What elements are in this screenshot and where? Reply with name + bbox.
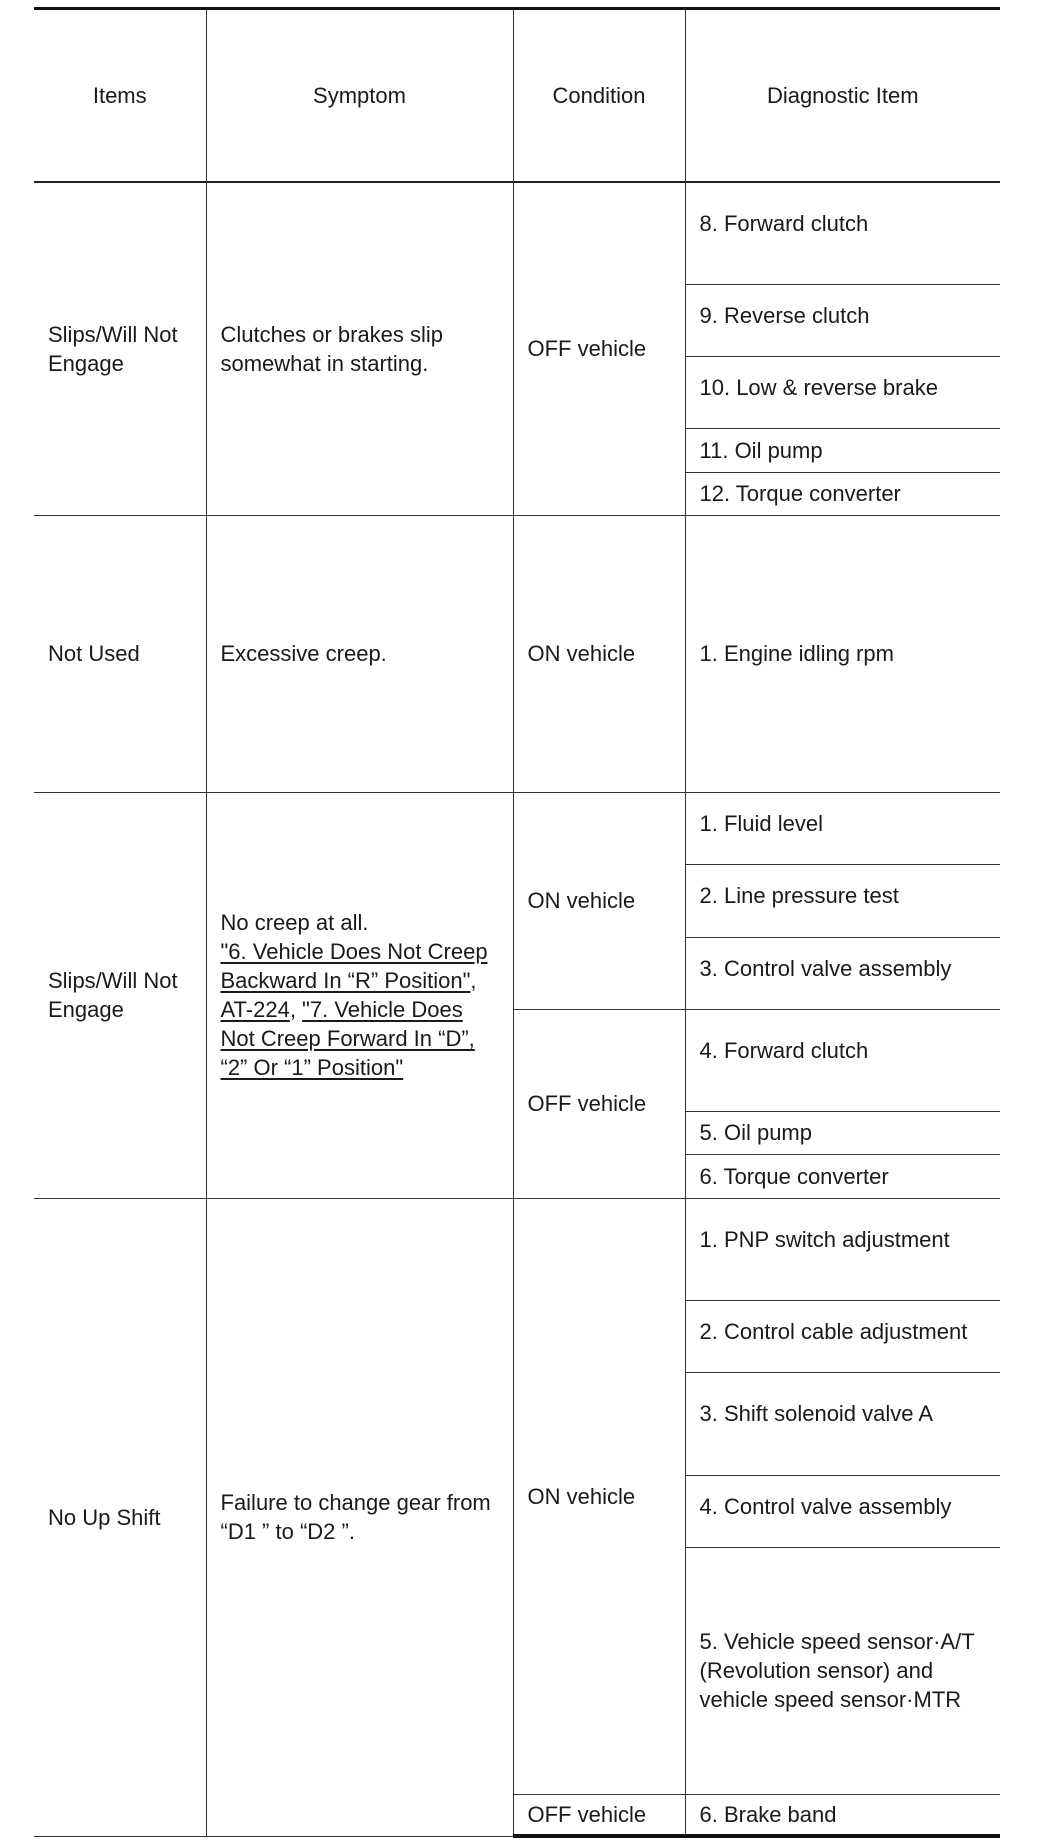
item-cell: No Up Shift: [34, 1198, 206, 1836]
diagnostic-cell: 10. Low & reverse brake: [685, 356, 1000, 428]
diagnostic-cell: 1. PNP switch adjustment: [685, 1198, 1000, 1300]
diagnostic-cell: 5. Vehicle speed sensor·A/T (Revolution sensor) and vehicle speed sensor·MTR: [685, 1547, 1000, 1794]
condition-cell: ON vehicle: [513, 792, 685, 1009]
symptom-link-creep-forward[interactable]: "7. Vehicle Does Not Creep Forward In “D”, “2” Or “1” Position": [220, 997, 475, 1080]
symptom-cell: Excessive creep.: [206, 515, 513, 792]
diagnostic-cell: 8. Forward clutch: [685, 182, 1000, 284]
header-diagnostic-item: Diagnostic Item: [685, 9, 1000, 183]
item-cell: Not Used: [34, 515, 206, 792]
table-row: [34, 1198, 1000, 1300]
item-cell: Slips/Will Not Engage: [34, 792, 206, 1198]
symptom-separator: ,: [289, 997, 303, 1022]
diagnostic-cell: 3. Shift solenoid valve A: [685, 1372, 1000, 1475]
diagnostic-cell: 9. Reverse clutch: [685, 284, 1000, 356]
symptom-link-creep-backward[interactable]: "6. Vehicle Does Not Creep Backward In “R” Position": [220, 939, 488, 993]
diagnostic-cell: 1. Fluid level: [685, 792, 1000, 864]
header-condition: Condition: [513, 9, 685, 183]
diagnostic-cell: 5. Oil pump: [685, 1111, 1000, 1154]
symptom-text: No creep at all.: [220, 910, 369, 935]
condition-cell: OFF vehicle: [513, 1794, 685, 1836]
table-row: [34, 182, 1000, 284]
diagnostic-cell: 4. Control valve assembly: [685, 1475, 1000, 1547]
condition-cell: ON vehicle: [513, 1198, 685, 1794]
table-row: [34, 792, 1000, 864]
diagnostic-cell: 6. Torque converter: [685, 1154, 1000, 1198]
diagnostic-cell: 2. Line pressure test: [685, 864, 1000, 937]
diagnostic-cell: 3. Control valve assembly: [685, 937, 1000, 1009]
diagnostic-cell: 4. Forward clutch: [685, 1009, 1000, 1111]
condition-cell: OFF vehicle: [513, 182, 685, 515]
item-cell: Slips/Will Not Engage: [34, 182, 206, 515]
header-items: Items: [34, 9, 206, 183]
symptom-link-at-224[interactable]: AT-224: [220, 997, 290, 1022]
table-header-row: [34, 9, 1000, 183]
diagnostic-cell: 12. Torque converter: [685, 472, 1000, 515]
condition-cell: ON vehicle: [513, 515, 685, 792]
symptom-cell: Failure to change gear from “D1 ” to “D2 ”.: [206, 1198, 513, 1836]
symptom-cell: [206, 792, 513, 1198]
condition-cell: OFF vehicle: [513, 1009, 685, 1198]
symptom-separator: ,: [470, 968, 477, 993]
diagnostic-cell: 11. Oil pump: [685, 428, 1000, 472]
diagnostic-cell: 2. Control cable adjustment: [685, 1300, 1000, 1372]
diagnostic-cell: 1. Engine idling rpm: [685, 515, 1000, 792]
diagnostic-table: [34, 7, 1000, 1838]
diagnostic-cell: 6. Brake band: [685, 1794, 1000, 1836]
table-row: [34, 515, 1000, 792]
symptom-cell: Clutches or brakes slip somewhat in starting.: [206, 182, 513, 515]
header-symptom: Symptom: [206, 9, 513, 183]
